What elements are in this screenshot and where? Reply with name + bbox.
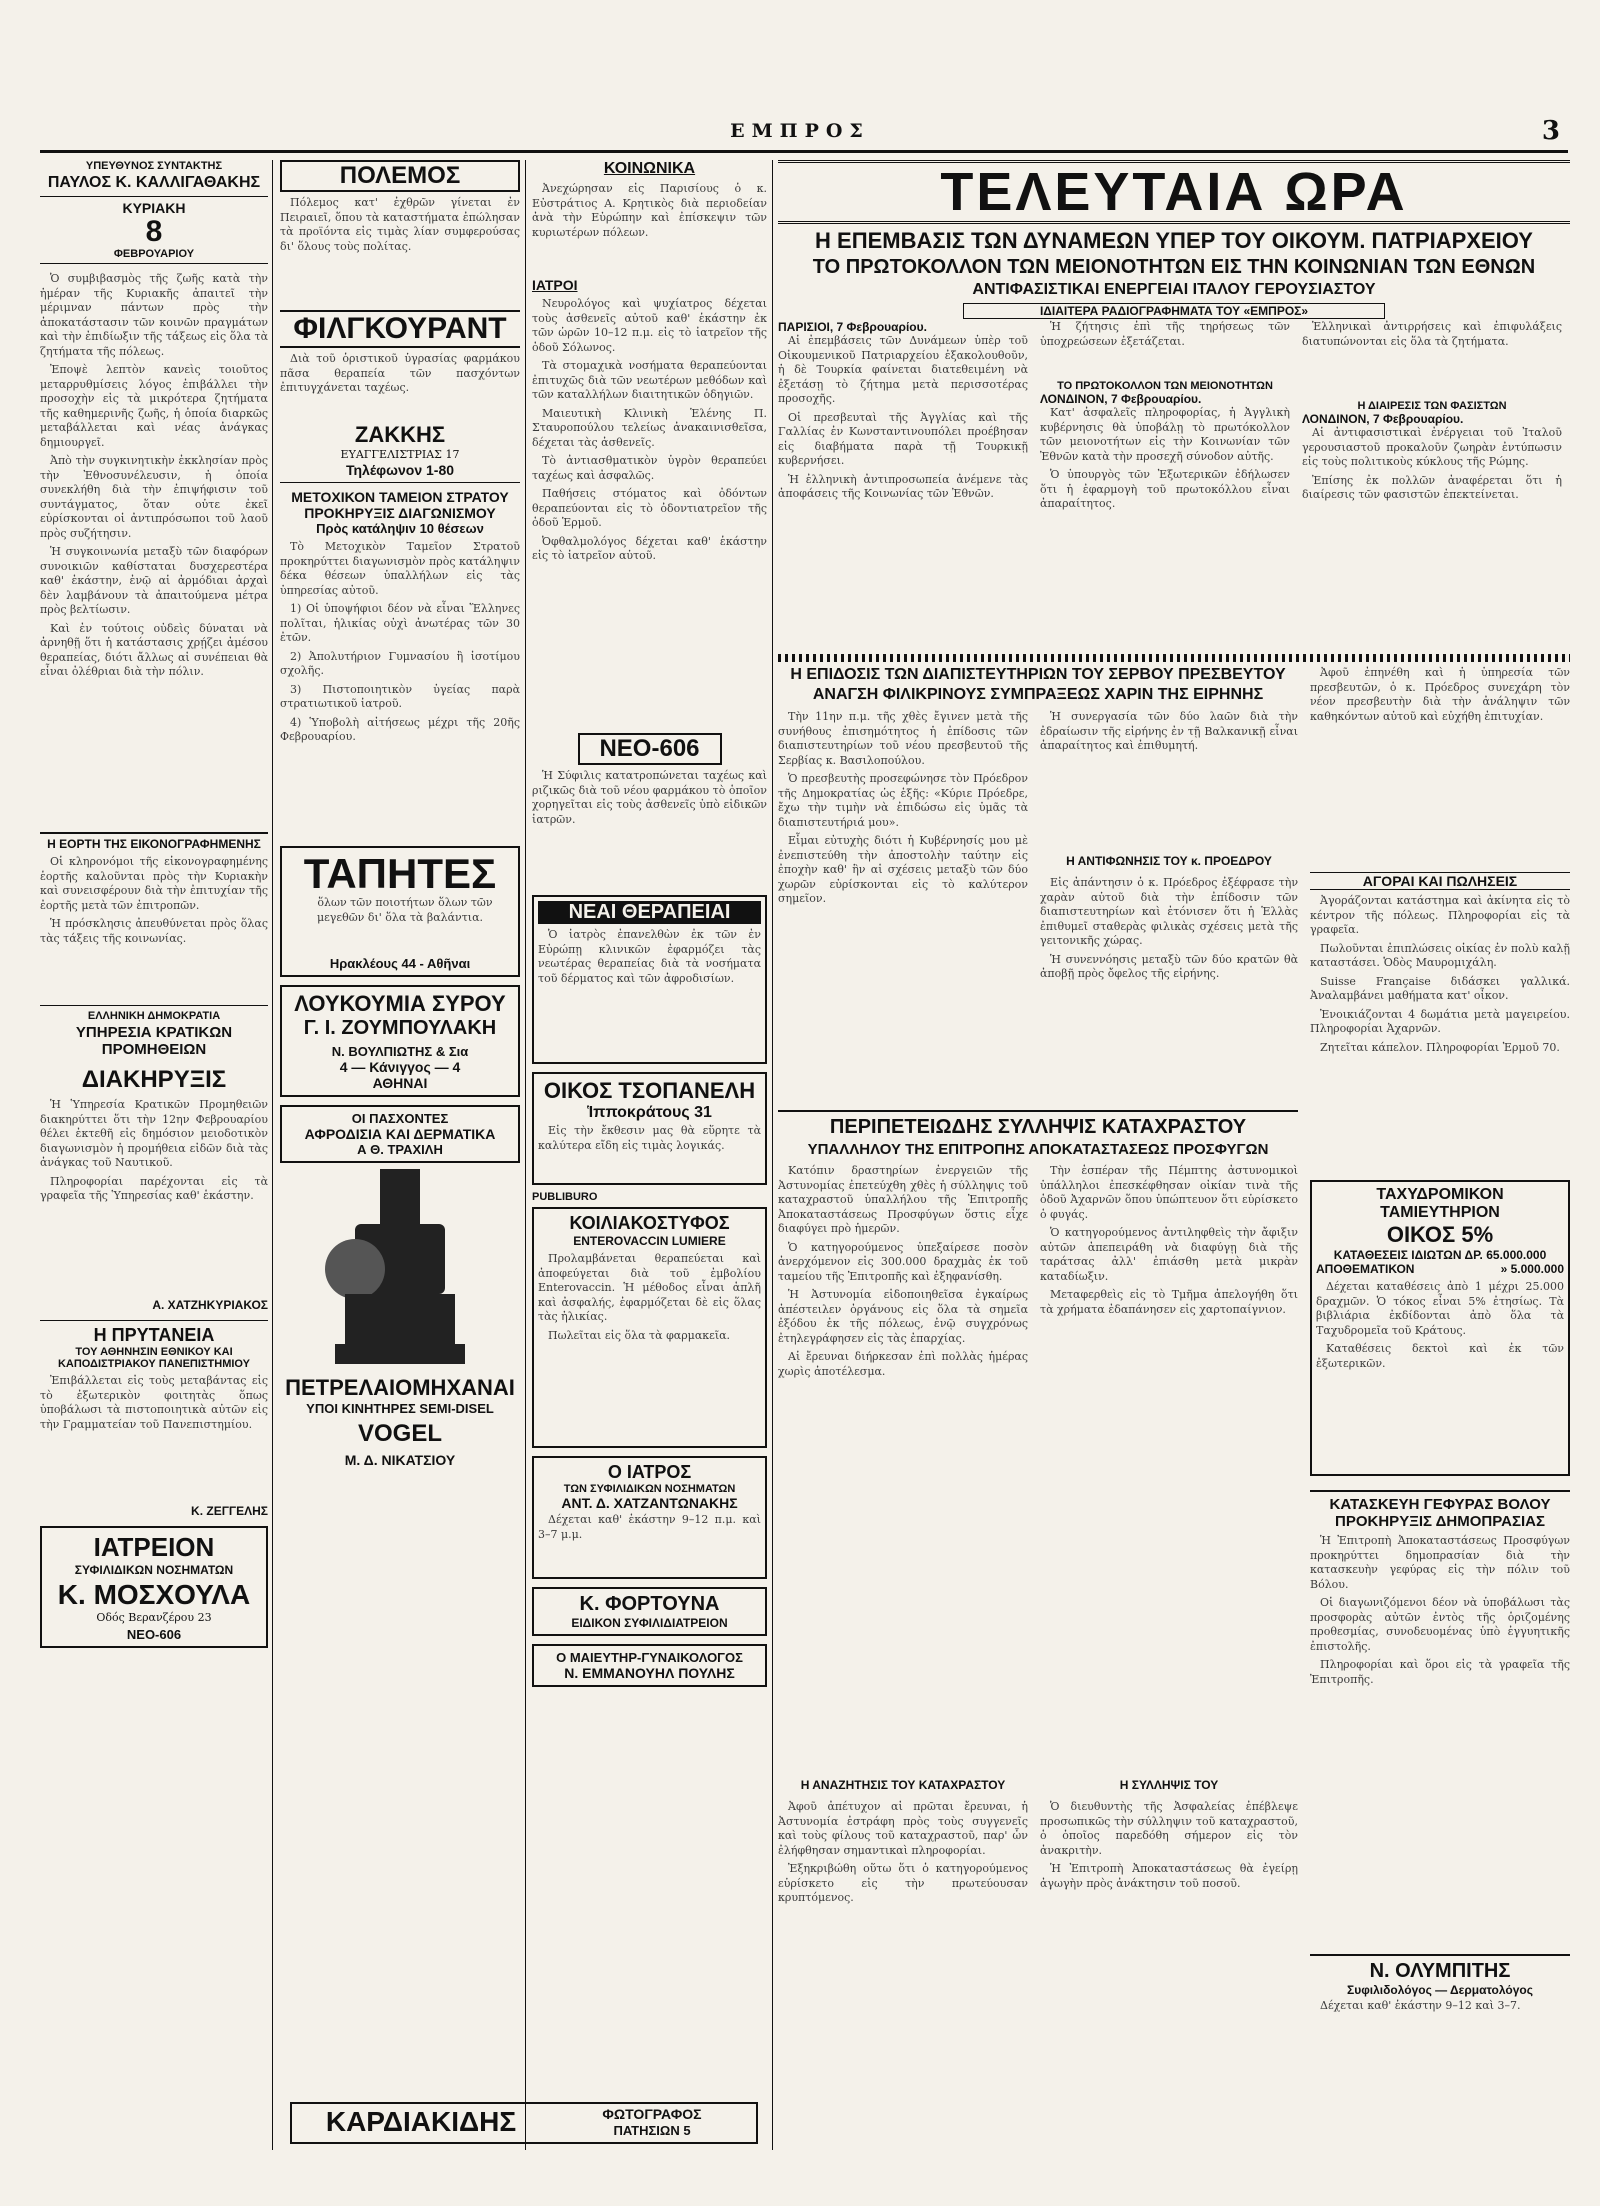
ad-tamieuterion [1310,1180,1570,1476]
university-name: ΤΟΥ ΑΘΗΝΗΣΙΝ ΕΘΝΙΚΟΥ ΚΑΙ ΚΑΠΟΔΙΣΤΡΙΑΚΟΥ ΠΑΝΕΠΙΣΤΗΜΙΟΥ [57,1346,251,1370]
ad-kardiakidis [290,2102,758,2144]
date-number: 8 [145,215,163,248]
ad-doctor: Ν. ΕΜΜΑΝΟΥΗΛ ΠΟΥΛΗΣ [564,1665,735,1681]
ad-title: ΟΙΚΟΣ ΤΣΟΠΑΝΕΛΗ [543,1078,756,1103]
article-body: Ἀγοράζονται κατάστημα καὶ ἀκίνητα εἰς τὸ κέντρον τῆς πόλεως. Πληροφορίαι εἰς τὰ γραφεῖα. Πωλοῦνται ἐπιπλώσεις οἰκίας ἐν πολὺ καλῇ καταστάσει. Ὁδὸς Μαυρομιχάλη. Suisse Française διδάσκει γαλλικά. Ἀναλαμβάνει μαθήματα κατ' οἶκον. Ἐνοικιάζονται 4 δωμάτια μετὰ μαγειρείου. Πληροφορίαι Ἀχαρνῶν. Ζητεῖται κάπελον. Πληροφορίαι Ἑρμοῦ 70. [1310,894,1570,1054]
ad-intro: ΟΙ ΠΑΣΧΟΝΤΕΣ [351,1111,449,1126]
ad-role: ΦΩΤΟΓΡΑΦΟΣ [602,2106,702,2122]
headline: ΥΠΑΛΛΗΛΟΥ ΤΗΣ ΕΠΙΤΡΟΠΗΣ ΑΠΟΚΑΤΑΣΤΑΣΕΩΣ ΠΡΟΣΦΥΓΩΝ [807,1141,1269,1158]
ad-address: Ηρακλέους 44 - Αθῆναι [329,956,471,971]
ad-text: Προλαμβάνεται θεραπεύεται καὶ ἀποφεύγεται διὰ τοῦ ἐμβολίου Enterovaccin. Ἡ μέθοδος εἶναι ἁπλῆ καὶ ἀσφαλής, ἐφαρμόζεται δὲ εἰς ὅλας τὰς ἡλικίας. Πωλεῖται εἰς ὅλα τὰ φαρμακεῖα. [538,1252,761,1342]
article-body: Ὁ συμβιβασμὸς τῆς ζωῆς κατὰ τὴν ἡμέραν τῆς Κυριακῆς ἀπαιτεῖ τὴν μέριμναν πάντων πρὸς τὴν ἀποκατάστασιν τῶν κοινῶν πραγμάτων καὶ τὴν ἐπιδίωξιν τῆς τάξεως εἰς ὅλα τὰ ζητήματα τῆς πόλεως. Ἐποψὲ λεπτὸν κανεὶς τοιοῦτος μεταρρυθμίσεις λόγος ἐπιβάλλει τὴν προσοχὴν εἰς τὰ μικρότερα ζητήματα τῆς καθημερινῆς ζωῆς, ἡ ὁποία διαρκῶς μεταβάλλεται καὶ νέας ἀνάγκας δημιουργεῖ. Ἀπὸ τὴν συγκινητικὴν ἐκκλησίαν πρὸς τὴν Ἐθνοσυνέλευσιν, ἡ ὁποία συνεκλήθη διὰ τὴν ἐπιψήφισιν τοῦ συντάγματος, ὅταν οὐτε ἐκεῖ εὑρίσκονται οἱ ἀντιπρόσωποι τοῦ λαοῦ πρὸς συζήτησιν. Ἡ συγκοινωνία μεταξὺ τῶν διαφόρων συνοικιῶν καθίσταται δυσχερεστέρα καθ' ἑκάστην, ἐνῷ αἱ ἀρμόδιαι ἀρχαὶ δὲν λαμβάνουν τὰ ἀπαιτούμενα μέτρα πρὸς βελτίωσιν. Καὶ ἐν τούτοις οὐδεὶς δύναται νὰ ἀρνηθῇ ὅτι ἡ κατάστασις χρῄζει ἀμέσου θεραπείας, διότι ἄλλως αἱ συνέπειαι θὰ εἶναι ὀλέθριαι διὰ τὴν πόλιν. [40,272,268,678]
ad-address: 4 — Κάνιγγος — 4 [339,1059,461,1075]
article-body: Διὰ τοῦ ὁριστικοῦ ὑγρασίας φαρμάκου πᾶσα θεραπεία τῶν πασχόντων ἐπιτυγχάνεται ταχέως. [280,352,520,394]
headline: Η ΕΠΕΜΒΑΣΙΣ ΤΩΝ ΔΥΝΑΜΕΩΝ ΥΠΕΡ ΤΟΥ ΟΙΚΟΥΜ. ΠΑΤΡΙΑΡΧΕΙΟΥ [815,228,1533,253]
ad-name: ΚΑΡΔΙΑΚΙΔΗΣ [325,2106,517,2137]
ad-subtitle: ΣΥΦΙΛΙΔΙΚΩΝ ΝΟΣΗΜΑΤΩΝ [74,1563,234,1577]
column-1 [40,160,268,2150]
section-heading: ΙΑΤΡΟΙ [532,277,578,293]
editor-role: ΥΠΕΥΘΥΝΟΣ ΣΥΝΤΑΚΤΗΣ [85,160,223,172]
article-body: Αἱ ἀντιφασιστικαὶ ἐνέργειαι τοῦ Ἰταλοῦ γερουσιαστοῦ προκαλοῦν ζωηρὰν ἐντύπωσιν εἰς τοὺς πολιτικοὺς κύκλους τῆς Ρώμης. Ἐπίσης ἐκ πολλῶν ἀναφέρεται ὅτι ἡ διαίρεσις τῶν φασιστῶν ἐπεκτείνεται. [1302,426,1562,501]
main-news [778,160,1570,2150]
ad-title: Ο ΙΑΤΡΟΣ [607,1462,692,1482]
masthead [0,116,1600,150]
state-label: ΕΛΛΗΝΙΚΗ ΔΗΜΟΚΡΑΤΙΑ [40,1005,268,1022]
ad-nea-therapeia [532,895,767,1064]
ad-neo606: ΝΕΟ-606 [578,733,722,765]
editor-name: ΠΑΥΛΟΣ Κ. ΚΑΛΛΙΓΑΘΑΚΗΣ [47,174,261,191]
ad-title: ΑΦΡΟΔΙΣΙΑ ΚΑΙ ΔΕΡΜΑΤΙΚΑ [304,1126,496,1142]
subheadline: Η ΔΙΑΙΡΕΣΙΣ ΤΩΝ ΦΑΣΙΣΤΩΝ [1357,400,1507,412]
ad-tapites [280,846,520,977]
ad-title: ΤΑΧΥΔΡΟΜΙΚΟΝ ΤΑΜΙΕΥΤΗΡΙΟΝ [1376,1186,1504,1221]
column-3 [532,160,767,2090]
publiburo-label: PUBLIBURO [532,1191,598,1203]
ad-telephone: Τηλέφωνον 1-80 [280,462,520,483]
reserve-value: » 5.000.000 [1500,1262,1564,1276]
ad-title: ΚΟΙΛΙΑΚΟΣΤΥΦΟΣ [569,1213,730,1233]
section-heading: ΑΓΟΡΑΙ ΚΑΙ ΠΩΛΗΣΕΙΣ [1310,872,1570,890]
signature: Α. ΧΑΤΖΗΚΥΡΙΑΚΟΣ [152,1298,268,1312]
ad-subtitle: ΕΙΔΙΚΟΝ ΣΥΦΙΛΙΔΙΑΤΡΕΙΟΝ [571,1616,728,1630]
ad-text: Δέχεται καταθέσεις ἀπὸ 1 μέχρι 25.000 δραχμῶν. Ὁ τόκος εἶναι 5% ἐτησίως. Τὰ βιβλιάρια ἐκδίδονται ἀπὸ ὅλα τὰ Ταχυδρομεῖα τοῦ Κράτους. Καταθέσεις δεκτοὶ καὶ ἐκ τῶν ἐξωτερικῶν. [1316,1280,1564,1370]
headline: Η ΕΠΙΔΟΣΙΣ ΤΩΝ ΔΙΑΠΙΣΤΕΥΤΗΡΙΩΝ ΤΟΥ ΣΕΡΒΟΥ ΠΡΕΣΒΕΥΤΟΥ [790,666,1286,683]
column-2 [280,160,520,2150]
story-body [778,1158,1298,2098]
story-thief [778,1110,1298,2098]
banner: ΤΕΛΕΥΤΑΙΑ ΩΡΑ [778,160,1570,224]
signature-2: Κ. ΖΕΓΓΕΛΗΣ [191,1504,268,1518]
article-body: Ὁ διευθυντὴς τῆς Ἀσφαλείας ἐπέβλεψε προσωπικῶς τὴν σύλληψιν τοῦ καταχραστοῦ, ὁ ὁποῖος παρεδόθη σήμερον εἰς τὸν ἀνακριτὴν. Ἡ Ἐπιτροπὴ Ἀποκαταστάσεως θὰ ἐγείρῃ ἀγωγὴν πρὸς ἀνάκτησιν τοῦ ποσοῦ. [1040,1800,1298,1890]
article-body: Οἱ κληρονόμοι τῆς εἰκονογραφημένης ἑορτῆς καλοῦνται πρὸς τὴν Κυριακὴν καὶ συνεισφέρουν διὰ τὴν ἐπιτυχίαν τῆς ἐορτῆς μετὰ τῶν ἐπιτροπῶν. Ἡ πρόσκλησις ἀπευθύνεται πρὸς ὅλας τὰς τάξεις τῆς κοινωνίας. [40,855,268,945]
ad-text: Εἰς τὴν ἔκθεσιν μας θὰ εὕρητε τὰ καλύτερα εἴδη εἰς τιμὰς λογικάς. [538,1124,761,1152]
news-column [778,320,1028,650]
prytaneia-title: Η ΠΡΥΤΑΝΕΙΑ [40,1320,268,1346]
article-body: Εἰς ἀπάντησιν ὁ κ. Πρόεδρος ἐξέφρασε τὴν χαρὰν αὐτοῦ διὰ τὴν ἐπίδοσιν τῶν διαπιστευτηρίων καὶ ἐτόνισεν ὅτι ἡ Ἑλλὰς ἐπιθυμεῖ σταθερὰς φιλικὰς σχέσεις μετὰ τῆς γειτονικῆς χώρας. Ἡ συνεννόησις μεταξὺ τῶν δύο κρατῶν θὰ ἀποβῇ πρὸς ὄφελος τῆς εἰρήνης. [1040,876,1298,980]
ad-subtitle: ΤΩΝ ΣΥΦΙΛΙΔΙΚΩΝ ΝΟΣΗΜΑΤΩΝ [563,1483,736,1495]
ad-zakkis: ΖΑΚΚΗΣ [354,422,446,447]
subheadline: Η ΑΝΤΙΦΩΝΗΣΙΣ ΤΟΥ κ. ΠΡΟΕΔΡΟΥ [1066,854,1272,868]
ad-product: ENTEROVACCIN LUMIERE [573,1234,726,1248]
headline: ΑΝΤΙΦΑΣΙΣΤΙΚΑΙ ΕΝΕΡΓΕΙΑΙ ΙΤΑΛΟΥ ΓΕΡΟΥΣΙΑΣΤΟΥ [972,281,1376,298]
subheadline: ΤΟ ΠΡΩΤΟΚΟΛΛΟΝ ΤΩΝ ΜΕΙΟΝΟΤΗΤΩΝ [1057,380,1273,392]
month-name: ΦΕΒΡΟΥΑΡΙΟΥ [40,248,268,264]
dateline: ΛΟΝΔΙΝΟΝ, 7 Φεβρουαρίου. [1040,392,1202,406]
article-body: Ἡ συνεργασία τῶν δύο λαῶν διὰ τὴν ἐδραίωσιν τῆς εἰρήνης ἐν τῇ Βαλκανικῇ εἶναι ἀπαραίτητος καὶ ἐπιθυμητή. [1040,710,1298,752]
ad-doctor: ΑΝΤ. Δ. ΧΑΤΖΑΝΤΩΝΑΚΗΣ [561,1495,738,1511]
ad-title: ΚΑΤΑΣΚΕΥΗ ΓΕΦΥΡΑΣ ΒΟΛΟΥ [1310,1490,1570,1513]
ad-city: ΑΘΗΝΑΙ [372,1075,428,1091]
ad-iatros [532,1456,767,1579]
ad-maker: Γ. Ι. ΖΟΥΜΠΟΥΛΑΚΗ [303,1017,497,1039]
fund-title: ΜΕΤΟΧΙΚΟΝ ΤΑΜΕΙΟΝ ΣΤΡΑΤΟΥ [291,489,509,505]
ad-title: ΝΕΑΙ ΘΕΡΑΠΕΙΑΙ [538,901,761,924]
day-name: ΚΥΡΙΑΚΗ [40,196,268,216]
dateline: ΛΟΝΔΙΝΟΝ, 7 Φεβρουαρίου. [1302,412,1464,426]
column-divider [525,160,526,2150]
article-body: Δέχεται καθ' ἑκάστην 9–12 καὶ 3–7. [1320,1999,1521,2012]
ad-doctor: Ν. ΟΛΥΜΠΙΤΗΣ [1310,1954,1570,1983]
article-body: Αἱ ἐπεμβάσεις τῶν Δυνάμεων ὑπὲρ τοῦ Οἰκουμενικοῦ Πατριαρχείου ἐξακολουθοῦν, ἡ δὲ Τουρκία φαίνεται διατεθειμένη νὰ ἐξετάσῃ τὸ ζήτημα μετὰ περισσοτέρας προσοχῆς. Οἱ πρεσβευταὶ τῆς Ἀγγλίας καὶ τῆς Γαλλίας ἐν Κωνσταντινουπόλει προέβησαν εἰς διαβήματα παρὰ τῇ Τουρκικῇ κυβερνήσει. Ἡ ἐλληνικὴ ἀντιπροσωπεία ἀνέμενε τὰς ἀποφάσεις τῆς Κοινωνίας τῶν Ἐθνῶν. [778,334,1028,500]
column-divider [272,160,273,2150]
ad-zakkis-address: ΕΥΑΓΓΕΛΙΣΤΡΙΑΣ 17 [340,448,460,461]
ad-brand: VOGEL [357,1420,442,1447]
ad-fortouna [532,1587,767,1636]
article-body: Ἡ Ἐπιτροπὴ Ἀποκαταστάσεως Προσφύγων προκηρύττει δημοπρασίαν διὰ τὴν κατασκευὴν γεφύρας εἰς τὴν πόλιν τοῦ Βόλου. Οἱ διαγωνιζόμενοι δέον νὰ ὑποβάλωσι τὰς προσφορὰς αὐτῶν ἐντὸς τῆς ὁριζομένης προθεσμίας, συνοδευομένας ὑπὸ ἐγγυητικῆς ἐπιστολῆς. Πληροφορίαι καὶ ὅροι εἰς τὰ γραφεῖα τῆς Ἐπιτροπῆς. [1310,1534,1570,1686]
section-heading: Η ΕΟΡΤΗ ΤΗΣ ΕΙΚΟΝΟΓΡΑΦΗΜΕΝΗΣ [40,832,268,851]
ad-title: Κ. ΦΟΡΤΟΥΝΑ [579,1593,720,1615]
prokirixis-subtitle: Πρὸς κατάληψιν 10 θέσεων [316,521,484,536]
classifieds [1310,666,1570,1174]
ad-agent: Ν. ΒΟΥΛΠΙΩΤΗΣ & Σια [331,1044,469,1059]
ad-filgkourant: ΦΙΛΓΚΟΥΡΑΝΤ [280,310,520,348]
subheadline: Η ΣΥΛΛΗΨΙΣ ΤΟΥ [1119,1778,1219,1792]
ad-text: Δέχεται καθ' ἑκάστην 9–12 π.μ. καὶ 3–7 μ.μ. [538,1513,761,1541]
article-body: Κατ' ἀσφαλεῖς πληροφορίας, ἡ Ἀγγλικὴ κυβέρνησις θὰ ὑποβάλῃ τὸ πρωτόκολλον τῶν μειονοτήτων εἰς τὴν Κοινωνίαν τῶν Ἐθνῶν κατὰ τὴν προσεχῆ σύνοδον αὐτῆς. Ὁ ὑπουργὸς τῶν Ἐξωτερικῶν ἐδήλωσεν ὅτι ἡ ἐφαρμογὴ τοῦ πρωτοκόλλου εἶναι ἀπαραίτητος. [1040,406,1290,510]
subheadline: Η ΑΝΑΖΗΤΗΣΙΣ ΤΟΥ ΚΑΤΑΧΡΑΣΤΟΥ [800,1778,1006,1792]
column-divider [772,160,773,2150]
article-body: Τὸ Μετοχικὸν Ταμεῖον Στρατοῦ προκηρύττει διαγωνισμὸν πρὸς κατάληψιν δέκα θέσεων ὑπαλλήλων εἰς τὰς ὑπηρεσίας αὐτοῦ. 1) Οἱ ὑποψήφιοι δέον νὰ εἶναι Ἕλληνες πολῖται, ἡλικίας οὐχὶ ἀνωτέρας τῶν 30 ἐτῶν. 2) Ἀπολυτήριον Γυμνασίου ἢ ἰσοτίμου σχολῆς. 3) Πιστοποιητικὸν ὑγείας παρὰ στρατιωτικοῦ ἰατροῦ. 4) Ὑποβολὴ αἰτήσεως μέχρι τῆς 20ῆς Φεβρουαρίου. [280,540,520,743]
article-body: Ἡ ζήτησις ἐπὶ τῆς τηρήσεως τῶν ὑποχρεώσεων ἐξετάζεται. [1040,320,1290,348]
ad-title: Ο ΜΑΙΕΥΤΗΡ-ΓΥΝΑΙΚΟΛΟΓΟΣ [556,1650,743,1665]
ad-title: ΤΑΠΗΤΕΣ [303,850,497,897]
news-column [1302,320,1562,650]
ad-koiliakostyfos [532,1207,767,1448]
ad-doctor: Α Θ. ΤΡΑΧΙΛΗ [357,1142,443,1157]
article-body: Νευρολόγος καὶ ψυχίατρος δέχεται τοὺς ἀσθενεῖς αὐτοῦ καθ' ἑκάστην ἐκ τῶν ὡρῶν 10–12 π.μ. εἰς τὸ ἰατρεῖον τῆς ὁδοῦ Σόλωνος. Τὰ στομαχικὰ νοσήματα θεραπεύονται ἐπιτυχῶς διὰ τῶν νεωτέρων μεθόδων καὶ τῶν καταλλήλων διαιτητικῶν ὁδηγιῶν. Μαιευτικὴ Κλινικὴ Ἑλένης Π. Σταυροπούλου τελείως ἀνακαινισθεῖσα, δέχεται τὰς ἀσθενεῖς. Τὸ ἀντιασθματικὸν ὑγρὸν θεραπεύει ταχέως καὶ ἀσφαλῶς. Παθήσεις στόματος καὶ ὀδόντων θεραπεύονται εἰς τὸ ὀδοντιατρεῖον τῆς ὁδοῦ Ἑρμοῦ. Ὀφθαλμολόγος δέχεται καθ' ἑκάστην εἰς τὸ ἰατρεῖον αὐτοῦ. [532,297,767,562]
ad-agent: Μ. Δ. ΝΙΚΑΤΣΙΟΥ [344,1452,456,1468]
reserve-row [1316,1262,1564,1276]
news-column [1040,320,1290,650]
diakirixis-title: ΔΙΑΚΗΡΥΞΙΣ [81,1066,227,1093]
ad-text: Ὁ ἰατρὸς ἐπανελθὼν ἐκ τῶν ἐν Εὐρώπῃ κλινικῶν ἐφαρμόζει τὰς νεωτέρας θεραπείας διὰ τὰ νοσήματα τοῦ δέρματος καὶ τῶν ἀφροδισίων. [538,928,761,985]
ad-title: ΛΟΥΚΟΥΜΙΑ ΣΥΡΟΥ [294,991,506,1016]
ad-text: ὅλων τῶν ποιοτήτων ὅλων τῶν μεγεθῶν δι' ὅλα τὰ βαλάντια. [316,896,493,924]
ad-address: ΠΑΤΗΣΙΩΝ 5 [613,2123,691,2138]
headline: ΠΕΡΙΠΕΤΕΙΩΔΗΣ ΣΥΛΛΗΨΙΣ ΚΑΤΑΧΡΑΣΤΟΥ [778,1110,1298,1139]
article-body: Ἀφοῦ ἐπηνέθη καὶ ἡ ὑπηρεσία τῶν πρεσβευτῶν, ὁ κ. Πρόεδρος συνεχάρη τὸν νέον πρεσβευτὴν διὰ τὴν ἀνάληψιν τῶν καθηκόντων αὐτοῦ καὶ εὐχήθη ἐπιτυχίαν. [1310,666,1570,723]
column-7 [1310,1180,1570,2059]
ad-afrodisia [280,1105,520,1163]
headline: ΑΝΑΓΣΗ ΦΙΛΙΚΡΙΝΟΥΣ ΣΥΜΠΡΑΞΕΩΣ ΧΑΡΙΝ ΤΗΣ ΕΙΡΗΝΗΣ [812,686,1264,703]
article-body: Κατόπιν δραστηρίων ἐνεργειῶν τῆς Ἀστυνομίας ἐπετεύχθη χθὲς ἡ σύλληψις τοῦ καταχραστοῦ ὑπαλλήλου τῆς Ἐπιτροπῆς Ἀποκαταστάσεως Προσφύγων ὅστις εἶχε διαφύγει πρὸ ἡμερῶν. Ὁ κατηγορούμενος ὑπεξαίρεσε ποσὸν ἀνερχόμενον εἰς 300.000 δραχμὰς ἐκ τοῦ ταμείου τῆς Ἐπιτροπῆς καὶ ἐξηφανίσθη. Ἡ Ἀστυνομία εἰδοποιηθεῖσα ἐγκαίρως ἀπέστειλεν ὀργάνους εἰς ὅλα τὰ σημεῖα ἐξόδου ἐκ τῆς πόλεως, ἐνῷ συγχρόνως ἐτηλεγράφησεν εἰς τὰς ἐπαρχίας. Αἱ ἔρευναι διήρκεσαν ἐπὶ πολλὰς ἡμέρας χωρὶς ἀποτέλεσμα. [778,1164,1028,1378]
article-body: Ἀφοῦ ἀπέτυχον αἱ πρῶται ἔρευναι, ἡ Ἀστυνομία ἐστράφη πρὸς τοὺς συγγενεῖς καὶ τοὺς φίλους τοῦ καταχραστοῦ, παρ' ὧν ἐλήφθησαν σημαντικαὶ πληροφορίαι. Ἐξηκριβώθη οὕτω ὅτι ὁ κατηγορούμενος εὑρίσκετο εἰς τὴν πρωτεύουσαν κρυπτόμενος. [778,1800,1028,1904]
article-body: Ἡ Σύφιλις κατατροπώνεται ταχέως καὶ ριζικῶς διὰ τοῦ νέου φαρμάκου τὸ ὁποῖον χορηγεῖται εἰς τοὺς ἀσθενεῖς ὑπὸ εἰδικῶν ἰατρῶν. [532,769,767,826]
ad-subtitle: ΟΙΚΟΣ 5% [1386,1222,1494,1247]
article-body: Ἑλληνικαὶ ἀντιρρήσεις καὶ ἐπιφυλάξεις διατυπώνονται εἰς ὅλα τὰ ζητήματα. [1302,320,1562,348]
ad-oikos [532,1072,767,1185]
ad-loukoumia [280,985,520,1097]
headline: ΤΟ ΠΡΩΤΟΚΟΛΛΟΝ ΤΩΝ ΜΕΙΟΝΟΤΗΤΩΝ ΕΙΣ ΤΗΝ ΚΟΙΝΩΝΙΑΝ ΤΩΝ ΕΘΝΩΝ [812,256,1536,278]
service-name: ΥΠΗΡΕΣΙΑ ΚΡΑΤΙΚΩΝ ΠΡΟΜΗΘΕΙΩΝ [75,1024,233,1058]
ad-product: ΝΕΟ-606 [126,1627,182,1642]
article-body: Τὴν ἑσπέραν τῆς Πέμπτης ἀστυνομικοὶ ὑπάλληλοι ἐπεσκέφθησαν οἰκίαν τινὰ τῆς ὁδοῦ Ἀχαρνῶν ὅπου ὑπώπτευον ὅτι εὑρίσκετο ὁ φυγάς. Ὁ κατηγορούμενος ἀντιληφθεὶς τὴν ἄφιξιν αὐτῶν ἀπεπειράθη νὰ διαφύγῃ διὰ τῆς ταράτσας ἀλλ' ἐπιάσθη μετὰ μικρὰν καταδίωξιν. Μεταφερθεὶς εἰς τὸ Τμῆμα ἀπελογήθη ὅτι τὰ χρήματα ἐδαπάνησεν εἰς χαρτοπαίγνιον. [1040,1164,1298,1316]
ad-title: ΠΕΤΡΕΛΑΙΟΜΗΧΑΝΑΙ [285,1375,515,1400]
article-body: Πόλεμος κατ' ἐχθρῶν γίνεται ἐν Πειραιεῖ, ὅπου τὰ καταστήματα ἐπώλησαν τὰ προϊόντα εἰς τιμὰς λίαν συμφερούσας δι' ὅλους τοὺς πολίτας. [280,196,520,253]
ad-iatreion [40,1526,268,1648]
article-body: Τὴν 11ην π.μ. τῆς χθὲς ἔγινεν μετὰ τῆς συνήθους ἐπισημότητος ἡ ἐπίδοσις τῶν διαπιστευτηρίων τοῦ νέου πρεσβευτοῦ τῆς Σερβίας κ. Βασιλοπούλου. Ὁ πρεσβευτὴς προσεφώνησε τὸν Πρόεδρον τῆς Δημοκρατίας ὡς ἑξῆς: «Κύριε Πρόεδρε, ἔχω τὴν τιμὴν νὰ ἐπιδώσω εἰς ὑμᾶς τὰ διαπιστευτήριά μου». Εἶμαι εὐτυχὴς διότι ἡ Κυβέρνησίς μου μὲ ἐνεπιστεύθη τὴν ἀποστολὴν ταύτην εἰς ἐποχὴν καθ' ἣν αἱ σχέσεις μεταξὺ τῶν δύο χωρῶν εὑρίσκονται εἰς τὸ καλύτερον σημεῖον. [778,710,1028,905]
ad-address: Οδός Βερανζέρου 23 [96,1611,212,1624]
engine-illustration [325,1169,475,1369]
ad-deposits: ΚΑΤΑΘΕΣΕΙΣ ΙΔΙΩΤΩΝ ΔΡ. 65.000.000 [1333,1248,1547,1262]
ad-subtitle: Συφιλιδολόγος — Δερματολόγος [1347,1983,1533,1997]
reserve-label: ΑΠΟΘΕΜΑΤΙΚΟΝ [1316,1262,1415,1276]
ad-doctor: Κ. ΜΟΣΧΟΥΛΑ [57,1579,251,1610]
ad-title: ΙΑΤΡΕΙΟΝ [93,1532,215,1562]
masthead-rule [40,150,1568,153]
divider [778,654,1570,662]
page-number: 3 [1541,116,1560,146]
section-heading: ΚΟΙΝΩΝΙΚΑ [603,160,696,177]
ad-subtitle: ΠΡΟΚΗΡΥΞΙΣ ΔΗΜΟΠΡΑΣΙΑΣ [1335,1513,1545,1530]
subheadline: ΙΔΙΑΙΤΕΡΑ ΡΑΔΙΟΓΡΑΦΗΜΑΤΑ ΤΟΥ «ΕΜΠΡΟΣ» [963,303,1385,319]
ad-polemos: ΠΟΛΕΜΟΣ [280,160,520,192]
story-serbia [778,666,1298,1134]
article-body: Ἀνεχώρησαν εἰς Παρισίους ὁ κ. Εὐστράτιος Α. Κρητικὸς διὰ περιοδείαν ἀνὰ τὴν Εὐρώπην καὶ ἐπίσκεψιν τῶν κυριωτέρων πόλεων. [532,182,767,239]
story-body [778,704,1298,1134]
dateline: ΠΑΡΙΣΙΟΙ, 7 Φεβρουαρίου. [778,320,927,334]
prokirixis-title: ΠΡΟΚΗΡΥΞΙΣ ΔΙΑΓΩΝΙΣΜΟΥ [304,505,496,521]
ad-address: Ἱπποκράτους 31 [587,1104,712,1121]
masthead-title: ΕΜΠΡΟΣ [730,120,870,142]
ad-subtitle: ΥΠΟΙ ΚΙΝΗΤΗΡΕΣ SEMI-DISEL [306,1401,494,1416]
article-body: Ἐπιβάλλεται εἰς τοὺς μεταβάντας εἰς τὸ ἐξωτερικὸν φοιτητὰς ὅπως ὑποβάλωσι τὰ πιστοποιητικὰ αὐτῶν εἰς τὴν Γραμματείαν τοῦ Πανεπιστημίου. [40,1374,268,1431]
article-body: Ἡ Ὑπηρεσία Κρατικῶν Προμηθειῶν διακηρύττει ὅτι τὴν 12ην Φεβρουαρίου θέλει ἐκτεθῆ εἰς δημόσιον μειοδοτικὸν διαγωνισμὸν ἡ προμήθεια εἰδῶν διὰ τὰς ἀνάγκας τοῦ Ναυτικοῦ. Πληροφορίαι παρέχονται εἰς τὰ γραφεῖα τῆς Ὑπηρεσίας καθ' ἑκάστην. [40,1098,268,1202]
ad-maieutir [532,1644,767,1687]
